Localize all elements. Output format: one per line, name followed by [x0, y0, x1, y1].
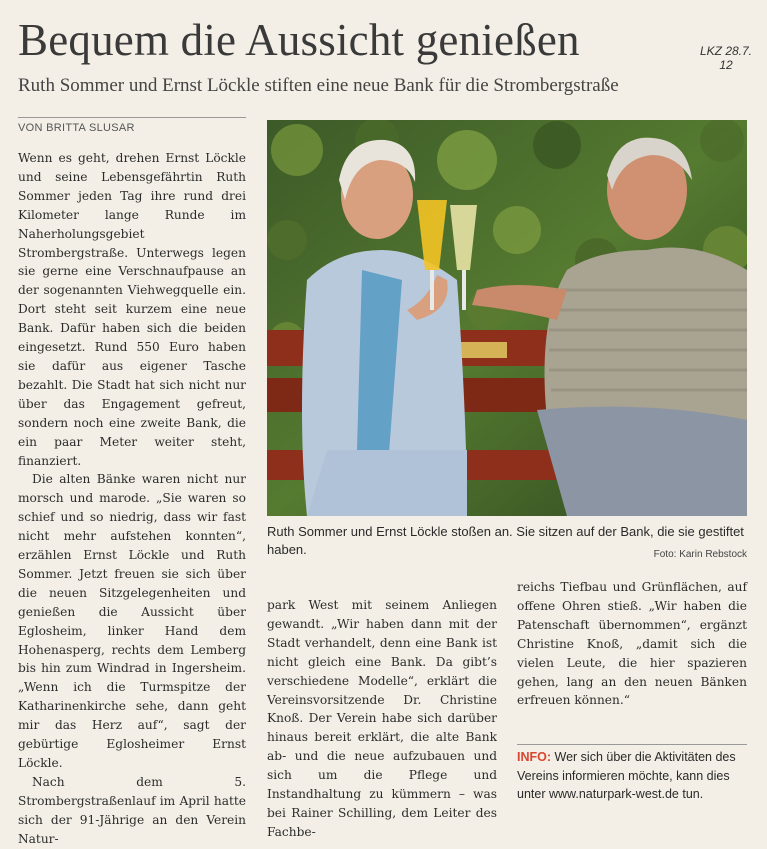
text-column-2: [267, 596, 497, 842]
text-column-1: [18, 149, 246, 849]
handwritten-note-line-1: LKZ 28.7.: [699, 44, 753, 58]
text-column-3: [517, 578, 747, 710]
paragraph-3: Nach dem 5. Strombergstraßenlauf im April hatte sich der 91-Jährige an den Verein Natur-: [18, 774, 246, 846]
bench-plaque: [459, 342, 507, 358]
paragraph-1: Wenn es geht, drehen Ernst Löckle und seine Lebensgefährtin Ruth Sommer jeden Tag ihre rund drei Kilometer lange Runde im Naherholungsgebiet Strombergstraße. Unterwegs legen sie gerne eine Verschnaufpause an der sogenannten Viehwegquelle ein. Dort steht seit kurzem eine neue Bank. Dafür haben sich die beiden eingesetzt. Rund 550 Euro haben sie dafür aus eigener Tasche bezahlt. Die Stadt hat sich nicht nur über das Engagement gefreut, sondern noch eine zweite Bank, die ein paar Meter weiter steht, finanziert.: [18, 151, 246, 468]
headline: Bequem die Aussicht genießen: [18, 15, 580, 65]
paragraph-4: park West mit seinem Anliegen gewandt. „Wir haben dann mit der Stadt verhandelt, denn eine Bank ist nicht gleich eine Bank. Da gibt’s verschiedene Modelle“, erklärt die Vereinsvorsitzende Dr. Christine Knoß. Der Verein habe sich darüber hinaus bereit erklärt, die alte Bank ab- und die neue aufzubauen und sich um die Pflege und Instandhaltung zu kümmern – was bei Rainer Schilling, dem Leiter des Fachbe-: [267, 598, 497, 839]
subheadline: Ruth Sommer und Ernst Löckle stiften eine neue Bank für die Strombergstraße: [18, 75, 619, 96]
photo-illustration: [267, 120, 747, 516]
info-divider: [517, 744, 747, 745]
byline: VON BRITTA SLUSAR: [18, 122, 135, 134]
paragraph-5: reichs Tiefbau und Grünflächen, auf offene Ohren stieß. „Wir haben die Patenschaft übernommen“, ergänzt Christine Knoß, „damit sich die vielen Leute, die hier spazieren gehen, lang an den neuen Bänken erfreuen können.“: [517, 580, 747, 708]
paragraph-2: Die alten Bänke waren nicht nur morsch und marode. „Sie waren so schief und so niedrig, dass wir fast nicht mehr aufstehen konnten“, erzählen Ernst Löckle und Ruth Sommer. Jetzt freuen sie sich über die neuen Sitzgelegenheiten und genießen die Aussicht über Eglosheim, linker Hand dem Hohenasperg, rechts dem Lemberg bis hin zum Windrad in Ingersheim. „Wenn ich die Turmspitze der Katharinenkirche sehe, dann geht mir das Herz auf“, sagt der gebürtige Eglosheimer Ernst Löckle.: [18, 472, 246, 770]
info-text: Wer sich über die Aktivitäten des Vereins informieren möchte, kann dies unter www.naturpark-west.de tun.: [517, 750, 736, 801]
byline-divider: [18, 117, 246, 118]
info-label: INFO:: [517, 750, 552, 764]
photo-credit: Foto: Karin Rebstock: [653, 549, 747, 560]
handwritten-date-note: [690, 44, 762, 72]
photo-caption: Ruth Sommer und Ernst Löckle stoßen an. Sie sitzen auf der Bank, die sie gestiftet haben.: [267, 524, 744, 557]
handwritten-note-line-2: 12: [719, 58, 733, 72]
info-box: [517, 748, 747, 804]
article-photo: [267, 120, 747, 516]
